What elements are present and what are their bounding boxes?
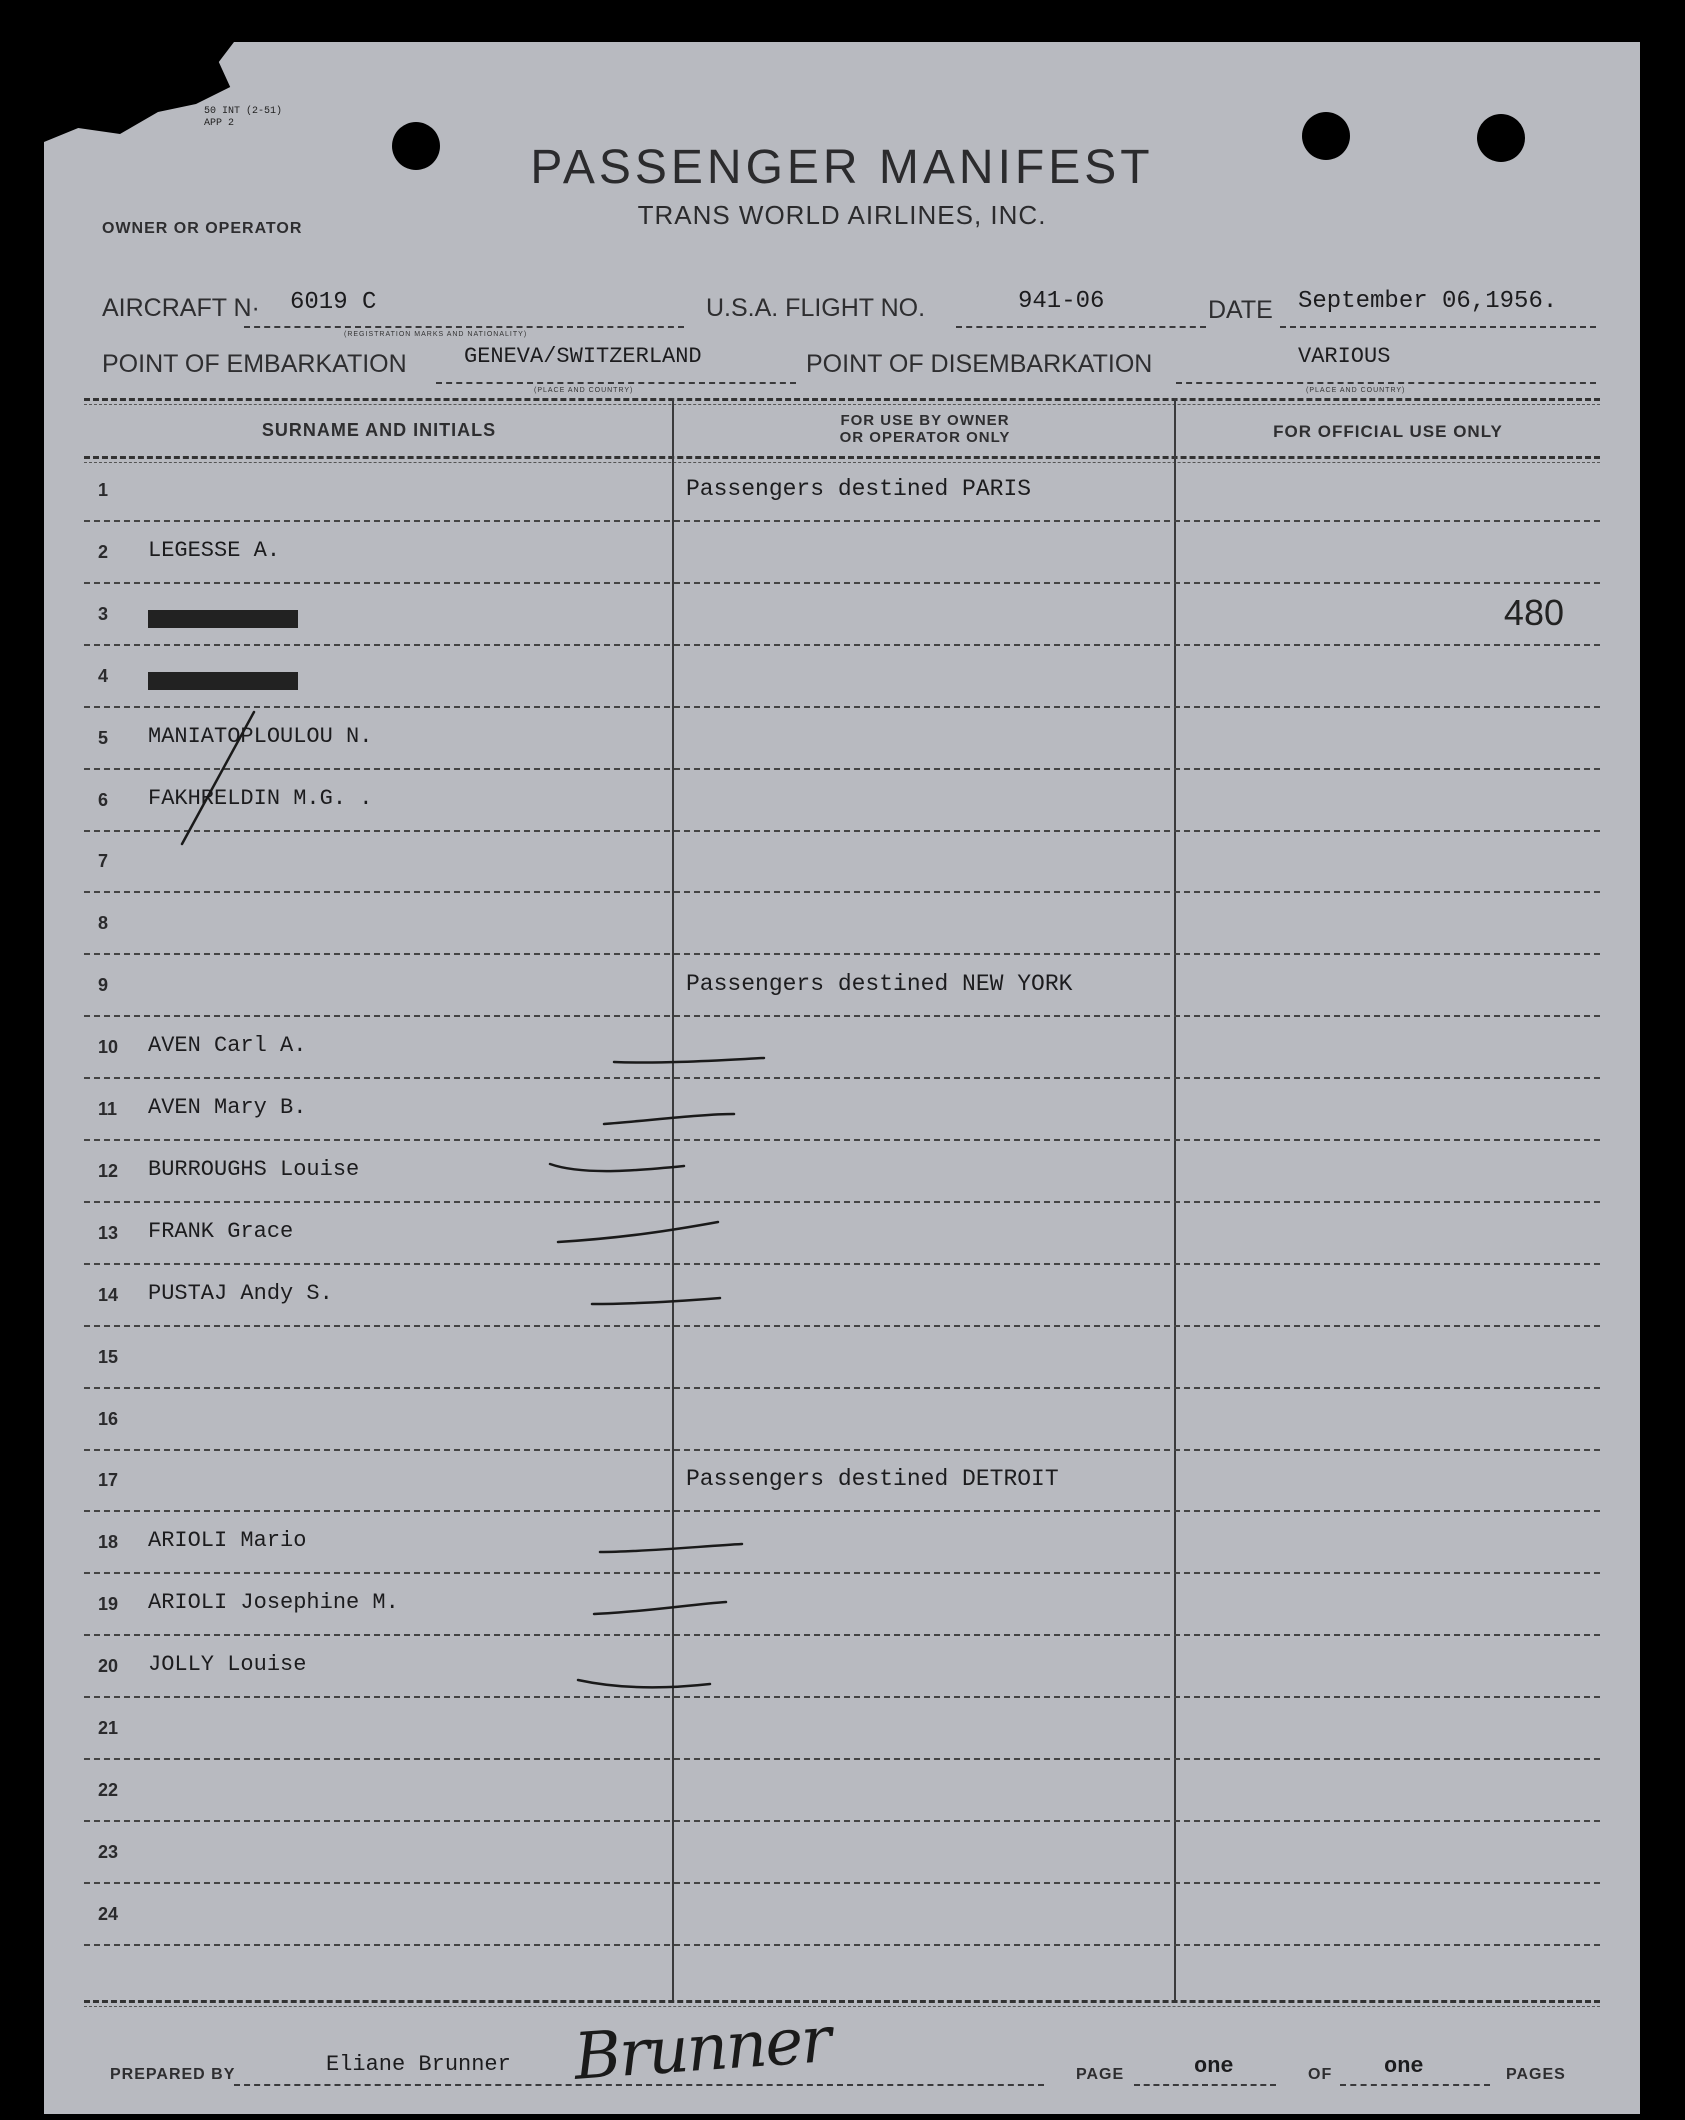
page-value: one	[1194, 2054, 1234, 2079]
row-number: 10	[98, 1037, 119, 1058]
row-number: 7	[98, 851, 109, 872]
row-number: 8	[98, 913, 109, 934]
embark-label: POINT OF EMBARKATION	[102, 350, 407, 378]
flight-label: U.S.A. FLIGHT NO.	[706, 294, 926, 322]
row-number: 14	[98, 1284, 119, 1305]
col-surname: SURNAME AND INITIALS	[261, 420, 497, 440]
passenger-name: FRANK Grace	[148, 1218, 294, 1244]
passenger-name: AVEN Mary B.	[148, 1095, 307, 1120]
disembark-caption: (PLACE AND COUNTRY)	[1306, 387, 1406, 394]
disembark-label: POINT OF DISEMBARKATION	[806, 350, 1153, 378]
of-underline	[1340, 2084, 1490, 2086]
operator-remark: Passengers destined NEW YORK	[686, 971, 1073, 998]
pen-tick-18	[600, 1544, 742, 1552]
footer-divider-2	[84, 2006, 1600, 2007]
embark-caption: (PLACE AND COUNTRY)	[534, 387, 634, 394]
pen-stroke-diagonal	[182, 712, 254, 844]
pen-tick-14	[592, 1298, 720, 1304]
row-number: 20	[98, 1656, 119, 1677]
row-number: 9	[98, 975, 109, 996]
pen-tick-20	[578, 1680, 710, 1687]
of-label: OF	[1308, 2066, 1333, 2083]
row-number: 21	[98, 1718, 119, 1738]
passenger-name: FAKHRELDIN M.G. .	[148, 785, 373, 811]
prepared-label: PREPARED BY	[110, 2066, 236, 2083]
embark-value: GENEVA/SWITZERLAND	[464, 344, 702, 369]
passenger-name: JOLLY Louise	[148, 1652, 307, 1678]
official-note: 480	[1503, 591, 1564, 633]
row-number: 16	[98, 1408, 119, 1429]
aircraft-label: AIRCRAFT N·	[102, 294, 260, 322]
row-number: 22	[98, 1779, 119, 1800]
row-number: 4	[98, 665, 109, 686]
pen-tick-19	[594, 1602, 726, 1614]
form-code-line-2: APP 2	[204, 118, 235, 129]
airline-name: TRANS WORLD AIRLINES, INC.	[637, 200, 1047, 230]
operator-remark: Passengers destined DETROIT	[686, 1466, 1059, 1493]
passenger-name: BURROUGHS Louise	[148, 1156, 360, 1182]
page-title: PASSENGER MANIFEST	[530, 141, 1154, 194]
aircraft-caption: (REGISTRATION MARKS AND NATIONALITY)	[344, 331, 528, 338]
date-value: September 06,1956.	[1298, 288, 1558, 315]
signature: Brunner	[571, 2003, 833, 2095]
flight-value: 941-06	[1018, 288, 1105, 315]
operator-remark: Passengers destined PARIS	[686, 476, 1032, 502]
row-number: 19	[98, 1594, 119, 1615]
row-number: 2	[98, 541, 109, 562]
owner-label: OWNER OR OPERATOR	[102, 220, 303, 237]
passenger-name: LEGESSE A.	[148, 537, 281, 563]
row-number: 17	[98, 1470, 119, 1491]
pen-marks	[44, 42, 1640, 2114]
passenger-name: MANIATOPLOULOU N.	[148, 723, 373, 749]
row-number: 11	[98, 1099, 118, 1119]
date-label: DATE	[1208, 296, 1273, 324]
col-owner-use-line-1: FOR USE BY OWNER	[840, 412, 1010, 429]
passenger-name: ARIOLI Mario	[148, 1528, 307, 1554]
pages-label: PAGES	[1506, 2066, 1566, 2083]
col-owner-use-line-2: OR OPERATOR ONLY	[839, 429, 1011, 446]
row-number: 24	[98, 1903, 119, 1924]
row-number: 15	[98, 1346, 119, 1367]
form-code-line-1: 50 INT (2-51)	[204, 106, 283, 117]
pen-tick-12	[550, 1164, 684, 1171]
pen-tick-10	[614, 1058, 764, 1063]
passenger-name: PUSTAJ Andy S.	[148, 1280, 333, 1306]
pen-tick-11	[604, 1114, 734, 1124]
row-number: 23	[98, 1841, 119, 1862]
row-number: 6	[98, 789, 109, 810]
row-number: 18	[98, 1532, 119, 1553]
passenger-name: AVEN Carl A.	[148, 1033, 307, 1059]
page-underline	[1134, 2084, 1276, 2086]
disembark-value: VARIOUS	[1298, 344, 1391, 369]
col-official: FOR OFFICIAL USE ONLY	[1273, 422, 1503, 441]
page-label: PAGE	[1076, 2066, 1125, 2083]
aircraft-value: 6019 C	[290, 289, 377, 316]
manifest-page	[44, 42, 1640, 2114]
pen-tick-13	[558, 1222, 718, 1242]
row-number: 1	[98, 480, 109, 500]
passenger-name: ARIOLI Josephine M.	[148, 1590, 399, 1616]
row-number: 12	[98, 1160, 119, 1181]
row-number: 5	[98, 727, 109, 748]
prepared-value: Eliane Brunner	[326, 2052, 511, 2077]
row-number: 3	[98, 603, 109, 624]
footer-divider	[84, 2000, 1600, 2003]
row-number: 13	[98, 1222, 119, 1243]
of-value: one	[1384, 2054, 1424, 2079]
